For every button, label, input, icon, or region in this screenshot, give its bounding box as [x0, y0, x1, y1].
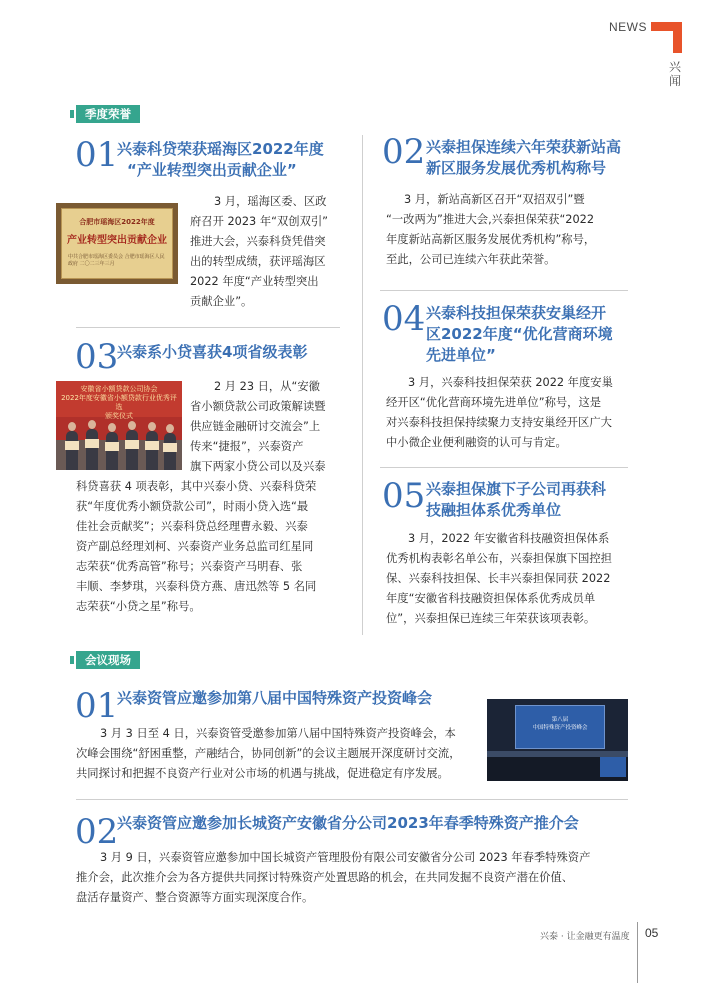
divider — [380, 467, 628, 468]
body-line: 至此，公司已连续六年获此荣誉。 — [386, 253, 556, 266]
body-line: 3 月，瑶海区委、区政 — [214, 195, 327, 208]
body-line: 贡献企业”。 — [190, 295, 253, 308]
body-line: 旗下两家小贷公司以及兴泰 — [190, 460, 326, 473]
article-number: 03 — [75, 337, 119, 377]
body-line: 志荣获“小贷之星”称号。 — [76, 600, 201, 613]
body-line: 推介会，此次推介会为各方提供共同探讨特殊资产处置思路的机会，在共同发掘不良资产潜在价值、 — [76, 871, 574, 884]
award-plaque-photo — [56, 203, 178, 284]
ceremony-banner-line: 2022年度安徽省小额贷款行业优秀评选 — [61, 394, 177, 411]
ceremony-banner-line: 颁奖仪式 — [105, 412, 133, 420]
body-line: 中小微企业便利融资的认可与肯定。 — [386, 436, 567, 449]
person-icon — [126, 430, 138, 470]
body-line: 科贷喜获 4 项表彰，其中兴泰小贷、兴泰科贷荣 — [76, 480, 317, 493]
body-line: 府召开 2023 年“双创双引” — [190, 215, 329, 228]
body-line: 3 月 9 日，兴泰资管应邀参加中国长城资产管理股份有限公司安徽省分公司 2023 年春季特殊资产 — [100, 851, 591, 864]
body-line: 优秀机构表彰名单公布，兴泰担保旗下国控担 — [386, 552, 612, 565]
person-icon — [66, 431, 78, 470]
article-number: 02 — [382, 132, 426, 172]
body-line: 保、兴泰科技担保、长丰兴泰担保同获 2022 — [386, 572, 611, 585]
body-line: 3 月，2022 年安徽省科技融资担保体系 — [408, 532, 610, 545]
body-line: 年度新站高新区服务发展优秀机构”称号， — [386, 233, 596, 246]
body-line: 对兴泰科技担保持续聚力支持安巢经开区广大 — [386, 416, 612, 429]
conference-screen-line: 第八届 — [551, 717, 569, 723]
article-number: 01 — [75, 135, 119, 175]
article-title-line: 兴泰担保连续六年荣获新站高 — [426, 138, 622, 156]
person-icon — [146, 431, 158, 470]
body-line: 获“年度优秀小额贷款公司”，时雨小贷入选“最 — [76, 500, 309, 513]
article-title: 兴泰系小贷喜获4项省级表彰 — [117, 343, 308, 361]
body-line: 次峰会围绕“舒困重整，产融结合，协同创新”的会议主题展开深度研讨交流， — [76, 747, 461, 760]
article-number: 04 — [382, 299, 426, 339]
article-body — [386, 529, 632, 629]
person-icon — [106, 432, 118, 470]
article-title-line: 兴泰担保旗下子公司再获科 — [426, 480, 607, 498]
article-title: 兴泰资管应邀参加长城资产安徽省分公司2023年春季特殊资产推介会 — [117, 814, 579, 832]
body-line: 3 月，兴泰科技担保荣获 2022 年度安巢 — [408, 376, 613, 389]
section-tag-honors — [76, 105, 140, 123]
body-line: 供应链金融研讨交流会”上 — [190, 420, 321, 433]
article-body-wide — [76, 477, 342, 617]
article-body — [76, 848, 636, 908]
footer-slogan: 兴泰 · 让金融更有温度 — [540, 932, 630, 942]
article-number: 05 — [382, 476, 426, 516]
person-icon — [86, 429, 98, 470]
body-line: 盘活存量资产、整合资源等方面实现深度合作。 — [76, 891, 314, 904]
article-number: 02 — [75, 812, 119, 852]
plaque-title: 产业转型突出贡献企业 — [67, 235, 167, 246]
article-body — [76, 724, 476, 784]
section-vertical-label: 兴闻 — [668, 60, 681, 88]
plaque-issuer: 中共合肥市瑶海区委员会 合肥市瑶海区人民政府 二〇二三年三月 — [68, 254, 165, 267]
section-tag-meetings-label: 会议现场 — [85, 653, 131, 667]
article-number: 01 — [75, 686, 119, 726]
body-line: 推进大会，兴泰科贷凭借突 — [190, 235, 326, 248]
plaque-heading: 合肥市瑶海区2022年度 — [79, 218, 155, 226]
article-title-line: 兴泰科技担保荣获安巢经开 — [426, 304, 607, 322]
body-line: 丰顺、李梦琪，兴泰科贷方燕、唐迅然等 5 名同 — [76, 580, 317, 593]
body-line: 3 月 3 日至 4 日，兴泰资管受邀参加第八届中国特殊资产投资峰会，本 — [100, 727, 456, 740]
article-title-line: 新区服务发展优秀机构称号 — [426, 159, 607, 177]
body-line: 2 月 23 日，从“安徽 — [214, 380, 320, 393]
body-line: “一改两为”推进大会,兴泰担保荣获“2022 — [386, 213, 595, 226]
section-tag-meetings — [76, 651, 140, 669]
person-icon — [164, 433, 176, 470]
body-line: 2022 年度“产业转型突出 — [190, 275, 319, 288]
article-title-line: “产业转型突出贡献企业” — [127, 161, 297, 179]
conference-screen-line: 中国特殊资产投资峰会 — [532, 725, 588, 731]
body-line: 省小额贷款公司政策解读暨 — [190, 400, 326, 413]
body-line: 共同探讨和把握不良资产行业对公市场的机遇与挑战，促进稳定有序发展。 — [76, 767, 449, 780]
article-title: 兴泰资管应邀参加第八届中国特殊资产投资峰会 — [117, 689, 433, 707]
article-title-line: 先进单位” — [426, 346, 496, 364]
corner-mark-icon — [651, 22, 682, 53]
footer-divider — [637, 922, 638, 983]
ceremony-banner-line: 安徽省小额贷款公司协会 — [80, 385, 158, 393]
article-body — [190, 192, 340, 312]
article-title — [426, 303, 613, 366]
news-label: NEWS — [609, 20, 647, 34]
body-line: 佳社会贡献奖”；兴泰科贷总经理曹永毅、兴泰 — [76, 520, 308, 533]
article-body-narrow — [190, 377, 340, 477]
article-title — [117, 139, 324, 181]
article-body — [386, 190, 632, 270]
article-title-line: 技融担体系优秀单位 — [426, 501, 562, 519]
article-title-line: 区2022年度“优化营商环境 — [426, 325, 613, 343]
body-line: 经开区“优化营商环境先进单位”称号，这是 — [386, 396, 602, 409]
body-line: 年度“安徽省科技融资担保体系优秀成员单 — [386, 592, 596, 605]
page-number: 05 — [645, 926, 659, 940]
body-line: 志荣获“优秀高管”称号；兴泰资产马明春、张 — [76, 560, 303, 573]
body-line: 位”，兴泰担保已连续三年荣获该项表彰。 — [386, 612, 596, 625]
conference-photo — [487, 699, 628, 781]
section-tag-honors-label: 季度荣誉 — [85, 107, 131, 121]
article-title — [426, 137, 621, 179]
article-body — [386, 373, 632, 453]
article-title — [426, 479, 606, 521]
article-title-line: 兴泰科贷荣获瑶海区2022年度 — [117, 140, 324, 158]
body-line: 资产副总经理刘柯、兴泰资产业务总监司红星同 — [76, 540, 314, 553]
column-divider — [362, 135, 363, 635]
body-line: 出的转型成绩，获评瑶海区 — [190, 255, 326, 268]
divider — [380, 290, 628, 291]
body-line: 3 月，新站高新区召开“双招双引”暨 — [404, 193, 585, 206]
divider — [76, 799, 628, 800]
body-line: 传来“捷报”，兴泰资产 — [190, 440, 304, 453]
award-ceremony-photo — [56, 381, 182, 470]
divider — [76, 327, 340, 328]
